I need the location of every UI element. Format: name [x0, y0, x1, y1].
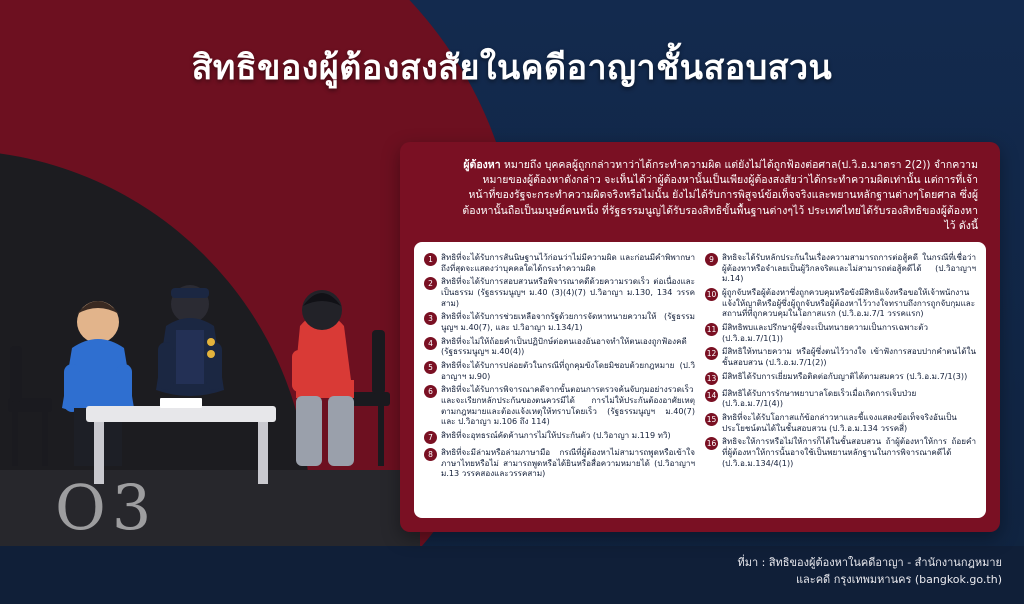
- item-number: 3: [424, 312, 437, 325]
- list-item: [424, 276, 695, 308]
- list-item: [424, 252, 695, 273]
- list-item: [424, 447, 695, 479]
- item-text: สิทธิจะให้การหรือไม่ให้การก็ได้ในชั้นสอบสวน ถ้าผู้ต้องหาให้การ ถ้อยคำที่ผู้ต้องหาให้การนั้นอาจใช้เป็นพยานหลักฐานในการพิจารณาคดีได้ (ป.วิ.อ.ม.134/4(1)): [722, 436, 976, 468]
- chair-left-icon: [8, 346, 52, 466]
- item-number: 13: [706, 373, 717, 383]
- source-text-1: สิทธิของผู้ต้องหาในคดีอาญา - สำนักงานกฎหมาย: [768, 556, 1002, 569]
- list-item: [705, 346, 976, 367]
- suspect-figure: [292, 290, 354, 466]
- list-item: [424, 430, 695, 444]
- item-text: สิทธิที่จะได้รับการสันนิษฐานไว้ก่อนว่าไม่มีความผิด และก่อนมีคำพิพากษาถึงที่สุดจะแสดงว่าบุคคลใดได้กระทำความผิด: [441, 252, 695, 273]
- list-item: [705, 436, 976, 468]
- list-item: [705, 371, 976, 385]
- item-text: สิทธิจะได้รับหลักประกันในเรื่องความสามารถการต่อสู้คดี ในกรณีที่เชื่อว่าผู้ต้องหาหรือจำเลยเป็นผู้วิกลจริตและไม่สามารถต่อสู้คดีได้ (ป.วิอาญาฯ ม.14): [722, 252, 976, 284]
- source-text-2: และคดี กรุงเทพมหานคร (bangkok.go.th): [795, 572, 1002, 586]
- item-text: มีสิทธิได้รับการเยี่ยมหรือติดต่อกับญาติได้ตามสมควร (ป.วิ.อ.ม.7/1(3)): [722, 370, 968, 381]
- item-number: 15: [706, 415, 717, 425]
- rights-column-right: [705, 252, 976, 510]
- item-text: มีสิทธิได้รับการรักษาพยาบาลโดยเร็วเมื่อเกิดการเจ็บป่วย (ป.วิ.อ.ม.7/1(4)): [722, 387, 917, 409]
- item-text: สิทธิที่จะได้รับการพิจารณาคดีจากขั้นตอนการตรวจค้นจับกุมอย่างรวดเร็ว และจะเรียกหลักประกันของตนควรมีได้ การไม่ให้ประกันต้องอาศัยเหตุตามกฎหมายและต้องแจ้งเหตุให้ทราบโดยเร็ว (รัฐธรรมนูญฯ ม.40(7) และ ป.วิอาญา ม.106 ถึง 114): [441, 384, 695, 427]
- item-number: 16: [706, 439, 717, 449]
- item-number: 14: [706, 390, 717, 400]
- source-line-1: [737, 555, 1002, 572]
- item-number: 11: [706, 325, 717, 335]
- list-item: [424, 384, 695, 427]
- item-number: 5: [424, 361, 437, 374]
- list-item: [424, 336, 695, 357]
- list-item: [705, 412, 976, 433]
- rights-panel: [400, 142, 1000, 532]
- list-item: [705, 252, 976, 284]
- item-number: 7: [424, 431, 437, 444]
- item-text: ผู้ถูกจับหรือผู้ต้องหาซึ่งถูกควบคุมหรือขังมีสิทธิแจ้งหรือขอให้เจ้าพนักงานแจ้งให้ญาติหรือผู้ซึ่งผู้ถูกจับหรือผู้ต้องหาไว้วางใจทราบถึงการถูกจับกุมและสถานที่ที่ถูกควบคุมในโอกาสแรก (ป.วิ.อ.ม.7/1 วรรคแรก): [722, 287, 976, 319]
- item-number: 6: [424, 385, 437, 398]
- item-text: มีสิทธิพบและปรึกษาผู้ซึ่งจะเป็นทนายความเป็นการเฉพาะตัว (ป.วิ.อ.ม.7/1(1)): [722, 322, 929, 343]
- rights-column-left: [424, 252, 695, 510]
- item-number: 9: [705, 253, 718, 266]
- item-number: 2: [424, 277, 437, 290]
- item-number: 8: [424, 448, 437, 461]
- list-item: [705, 388, 976, 409]
- list-item: [424, 311, 695, 332]
- source-label: ที่มา :: [737, 556, 766, 569]
- source-citation: [737, 555, 1002, 588]
- intro-lead-label: ผู้ต้องหา: [463, 159, 501, 171]
- officer-centre-figure: [156, 285, 224, 396]
- intro-paragraph: [416, 156, 984, 234]
- list-item: [424, 360, 695, 381]
- item-number: 4: [424, 337, 437, 350]
- item-text: สิทธิที่จะได้รับการช่วยเหลือจากรัฐด้วยการจัดหาทนายความให้ (รัฐธรรมนูญฯ ม.40(7), และ ป.วิอาญา ม.134/1): [441, 311, 695, 333]
- item-text: สิทธิที่จะอุทธรณ์คัดค้านการไม่ให้ประกันตัว (ป.วิอาญา ม.119 ทวิ): [441, 430, 671, 441]
- item-text: สิทธิที่จะได้รับโอกาสแก้ข้อกล่าวหาและชี้แจงแสดงข้อเท็จจริงอันเป็นประโยชน์ตนได้ในชั้นสอบสวน (ป.วิ.อ.ม.134 วรรคสี่): [722, 412, 957, 433]
- list-item: [705, 287, 976, 319]
- item-text: สิทธิที่จะได้รับการปล่อยตัวในกรณีที่ถูกคุมขังโดยมิชอบด้วยกฎหมาย (ป.วิอาญาฯ ม.90): [441, 360, 695, 381]
- intro-text: หมายถึง บุคคลผู้ถูกกล่าวหาว่าได้กระทำความผิด แต่ยังไม่ได้ถูกฟ้องต่อศาล(ป.วิ.อ.มาตรา 2(2)) จำกความหมายของผู้ต้องหาดังกล่าว จะเห็นได้ว่าผู้ต้องหานั้นเป็นเพียงผู้ต้องสงสัยว่าได้กระทำความผิดเท่านั้น แต่การที่เจ้าหน้าที่ของรัฐจะกระทำความผิดจริงหรือไม่นั้น ยังไม่ได้รับการพิสูจน์ข้อเท็จจริงและพยานหลักฐานต่างๆโดยศาล ซึ่งผู้ต้องหานั้นถือเป็นมนุษย์คนหนึ่ง ที่รัฐธรรมนูญได้รับรองสิทธิขั้นพื้นฐานต่างๆไว้ ประเทศไทยได้รับรองสิทธิของผู้ต้องหาไว้ ดังนี้: [462, 159, 978, 232]
- slide-number: O3: [55, 471, 158, 544]
- page-title: สิทธิของผู้ต้องสงสัยในคดีอาญาชั้นสอบสวน: [191, 48, 833, 88]
- list-item: [705, 322, 976, 343]
- item-text: สิทธิที่จะได้รับการสอบสวนหรือพิจารณาคดีด้วยความรวดเร็ว ต่อเนื่องและเป็นธรรม (รัฐธรรมนูญฯ ม.40 (3)(4)(7) ป.วิอาญา ม.130, 134 วรรคสาม): [441, 276, 695, 308]
- item-text: สิทธิที่จะมีล่ามหรือล่ามภาษามือ กรณีที่ผู้ต้องหาไม่สามารถพูดหรือเข้าใจภาษาไทยหรือไม่ สามารถพูดหรือได้ยินหรือสื่อความหมายได้ (ป.วิอาญาฯ ม.13 วรรคสองและวรรคสาม): [441, 447, 695, 479]
- item-number: 10: [706, 290, 717, 300]
- item-text: มีสิทธิให้ทนายความ หรือผู้ซึ่งตนไว้วางใจ เข้าฟังการสอบปากคำตนได้ในชั้นสอบสวน (ป.วิ.อ.ม.7/1(2)): [722, 346, 976, 368]
- item-text: สิทธิที่จะไม่ให้ถ้อยคำเป็นปฏิปักษ์ต่อตนเองอันอาจทำให้ตนเองถูกฟ้องคดี (รัฐธรรมนูญฯ ม.40(4)): [441, 335, 687, 357]
- rights-card: [414, 242, 986, 518]
- item-number: 1: [424, 253, 437, 266]
- item-number: 12: [706, 349, 717, 359]
